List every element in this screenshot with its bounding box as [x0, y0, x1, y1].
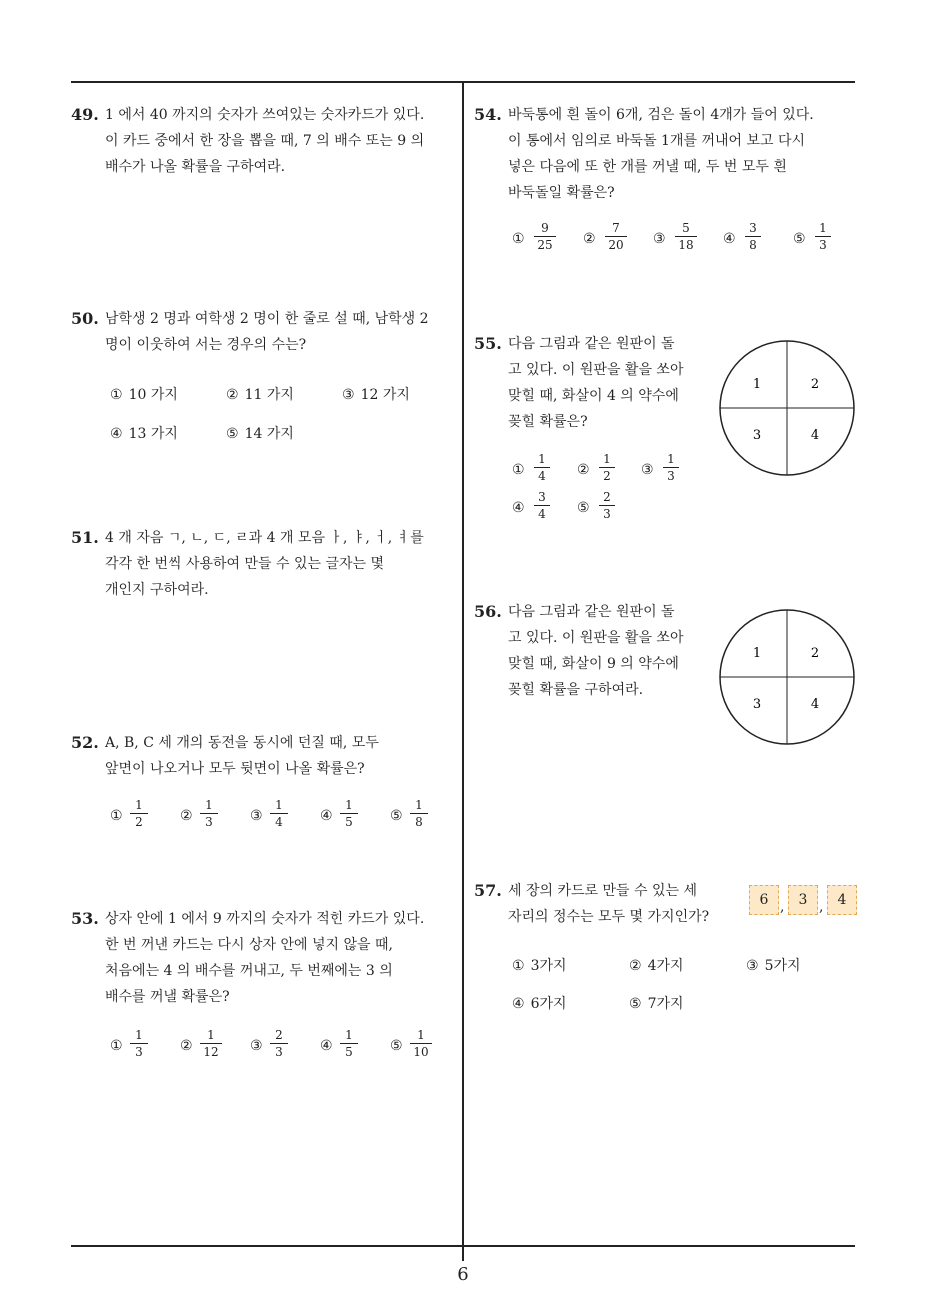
choice-mark: ④ [110, 426, 123, 442]
numerator: 2 [603, 490, 611, 504]
choice-mark: ③ [250, 1038, 263, 1054]
denominator: 5 [345, 815, 353, 829]
choice-1[interactable] [110, 1038, 129, 1054]
choice-mark: ⑤ [226, 426, 239, 442]
choice-text: 3가지 [530, 958, 567, 974]
choice-mark: ③ [250, 808, 263, 824]
choice-mark: ① [512, 462, 525, 478]
choice-1[interactable] [512, 462, 531, 478]
denominator: 4 [538, 469, 546, 483]
choice-mark: ① [110, 387, 123, 403]
fraction [815, 221, 831, 252]
numerator: 2 [275, 1028, 283, 1042]
spinner-wheel [717, 607, 857, 747]
text-line: 맞힐 때, 화살이 9 의 약수에 [508, 656, 679, 672]
fraction [270, 798, 288, 829]
question-number: 57. [474, 881, 502, 900]
denominator: 2 [603, 469, 611, 483]
choice-mark: ⑤ [629, 996, 642, 1012]
denominator: 3 [135, 1045, 143, 1059]
choice-4[interactable] [320, 1038, 339, 1054]
question-text [105, 906, 424, 1010]
text-line: 각각 한 번씩 사용하여 만들 수 있는 글자는 몇 [105, 556, 385, 572]
denominator: 8 [749, 238, 757, 252]
denominator: 4 [275, 815, 283, 829]
page-number: 6 [457, 1264, 469, 1285]
numerator: 1 [205, 798, 213, 812]
text-line: 배수를 꺼낼 확률은? [105, 989, 230, 1005]
choice-4[interactable] [320, 808, 339, 824]
denominator: 20 [608, 238, 624, 252]
choice-mark: ⑤ [577, 500, 590, 516]
text-line: 1 에서 40 까지의 숫자가 쓰여있는 숫자카드가 있다. [105, 107, 425, 123]
numerator: 1 [417, 1028, 425, 1042]
fraction [534, 221, 556, 252]
question-text [105, 306, 429, 358]
fraction [599, 452, 615, 483]
choice-5[interactable] [793, 231, 812, 247]
text-line: 맞힐 때, 화살이 4 의 약수에 [508, 388, 679, 404]
choice-2[interactable] [629, 955, 684, 975]
number-card: 6 [749, 885, 779, 915]
spinner-wheel [717, 338, 857, 478]
text-line: A, B, C 세 개의 동전을 동시에 던질 때, 모두 [105, 735, 379, 751]
choice-text: 11 가지 [244, 387, 294, 403]
numerator: 9 [541, 221, 549, 235]
wheel-sector-label: 1 [752, 646, 762, 661]
choice-3[interactable] [342, 384, 410, 404]
text-line: 명이 이웃하여 서는 경우의 수는? [105, 337, 307, 353]
choice-mark: ③ [641, 462, 654, 478]
choice-1[interactable] [110, 384, 178, 404]
choice-mark: ① [110, 1038, 123, 1054]
question-text [508, 878, 709, 930]
choice-2[interactable] [180, 1038, 199, 1054]
text-line: 고 있다. 이 원판을 활을 쏘아 [508, 362, 684, 378]
denominator: 8 [415, 815, 423, 829]
fraction [340, 1028, 358, 1059]
denominator: 2 [135, 815, 143, 829]
fraction [200, 798, 218, 829]
choice-1[interactable] [512, 955, 567, 975]
question-52 [71, 730, 456, 790]
text-line: 바둑통에 흰 돌이 6개, 검은 돌이 4개가 들어 있다. [508, 107, 814, 123]
wheel-sector-label: 4 [810, 428, 820, 443]
question-49 [71, 102, 456, 192]
wheel-sector-label: 2 [810, 377, 820, 392]
choice-mark: ⑤ [390, 808, 403, 824]
wheel-sector-label: 4 [810, 697, 820, 712]
numerator: 1 [603, 452, 611, 466]
denominator: 3 [819, 238, 827, 252]
choice-mark: ① [512, 958, 525, 974]
text-line: 꽂힐 확률을 구하여라. [508, 682, 644, 698]
text-line: 남학생 2 명과 여학생 2 명이 한 줄로 설 때, 남학생 2 [105, 311, 429, 327]
choice-text: 10 가지 [128, 387, 178, 403]
text-line: 상자 안에 1 에서 9 까지의 숫자가 적힌 카드가 있다. [105, 911, 425, 927]
card-separator: , [780, 899, 785, 915]
numerator: 1 [275, 798, 283, 812]
question-text [508, 102, 814, 206]
choice-mark: ③ [342, 387, 355, 403]
text-line: 4 개 자음 ㄱ, ㄴ, ㄷ, ㄹ과 4 개 모음 ㅏ, ㅑ, ㅓ, ㅕ를 [105, 530, 424, 546]
fraction [663, 452, 679, 483]
choice-2[interactable] [226, 384, 294, 404]
question-54 [474, 102, 859, 212]
text-line: 이 카드 중에서 한 장을 뽑을 때, 7 의 배수 또는 9 의 [105, 133, 425, 149]
fraction [410, 1028, 432, 1059]
question-55 [474, 331, 714, 441]
choice-mark: ② [583, 231, 596, 247]
text-line: 처음에는 4 의 배수를 꺼내고, 두 번째에는 3 의 [105, 963, 393, 979]
choice-text: 13 가지 [128, 426, 178, 442]
column-divider [462, 83, 464, 1261]
question-57 [474, 878, 744, 938]
choice-3[interactable] [641, 462, 660, 478]
wheel-sector-label: 3 [752, 428, 762, 443]
question-51 [71, 525, 456, 615]
choice-mark: ④ [723, 231, 736, 247]
choice-mark: ④ [512, 996, 525, 1012]
fraction [675, 221, 697, 252]
number-card: 3 [788, 885, 818, 915]
question-number: 55. [474, 334, 502, 353]
question-text [105, 730, 379, 782]
choice-4[interactable] [512, 500, 531, 516]
choice-5[interactable] [226, 423, 294, 443]
choice-5[interactable] [390, 1038, 409, 1054]
text-line: 배수가 나올 확률을 구하여라. [105, 159, 286, 175]
numerator: 1 [819, 221, 827, 235]
choice-mark: ② [226, 387, 239, 403]
text-line: 앞면이 나오거나 모두 뒷면이 나올 확률은? [105, 761, 365, 777]
question-53 [71, 906, 456, 1016]
denominator: 3 [667, 469, 675, 483]
choice-mark: ② [629, 958, 642, 974]
bottom-rule [71, 1245, 855, 1247]
text-line: 다음 그림과 같은 원판이 돌 [508, 604, 675, 620]
question-number: 49. [71, 105, 99, 124]
choice-text: 6가지 [530, 996, 567, 1012]
choice-4[interactable] [512, 993, 567, 1013]
fraction [599, 490, 615, 521]
choice-mark: ② [577, 462, 590, 478]
choice-2[interactable] [583, 231, 602, 247]
numerator: 1 [135, 798, 143, 812]
choice-mark: ③ [653, 231, 666, 247]
question-number: 52. [71, 733, 99, 752]
choice-2[interactable] [180, 808, 199, 824]
numerator: 5 [682, 221, 690, 235]
numerator: 1 [345, 1028, 353, 1042]
numerator: 3 [538, 490, 546, 504]
wheel-sector-label: 2 [810, 646, 820, 661]
choice-mark: ② [180, 808, 193, 824]
question-number: 53. [71, 909, 99, 928]
text-line: 개인지 구하여라. [105, 582, 209, 598]
denominator: 18 [678, 238, 694, 252]
fraction [534, 490, 550, 521]
choice-mark: ③ [746, 958, 759, 974]
denominator: 5 [345, 1045, 353, 1059]
choice-text: 5가지 [764, 958, 801, 974]
numerator: 1 [667, 452, 675, 466]
denominator: 25 [537, 238, 553, 252]
choice-text: 14 가지 [244, 426, 294, 442]
fraction [410, 798, 428, 829]
question-number: 54. [474, 105, 502, 124]
card-separator: , [819, 899, 824, 915]
choice-text: 7가지 [647, 996, 684, 1012]
fraction [534, 452, 550, 483]
denominator: 4 [538, 507, 546, 521]
numerator: 3 [749, 221, 757, 235]
fraction [130, 798, 148, 829]
denominator: 3 [275, 1045, 283, 1059]
question-text [105, 525, 424, 603]
choice-3[interactable] [250, 808, 269, 824]
text-line: 넣은 다음에 또 한 개를 꺼낼 때, 두 번 모두 흰 [508, 159, 787, 175]
text-line: 꽂힐 확률은? [508, 414, 588, 430]
numerator: 1 [538, 452, 546, 466]
choice-mark: ⑤ [793, 231, 806, 247]
choice-3[interactable] [250, 1038, 269, 1054]
number-card: 4 [827, 885, 857, 915]
choice-2[interactable] [577, 462, 596, 478]
question-number: 56. [474, 602, 502, 621]
choice-text: 4가지 [647, 958, 684, 974]
choice-mark: ④ [320, 1038, 333, 1054]
choice-5[interactable] [629, 993, 684, 1013]
choice-mark: ④ [512, 500, 525, 516]
text-line: 다음 그림과 같은 원판이 돌 [508, 336, 675, 352]
fraction [200, 1028, 222, 1059]
question-56 [474, 599, 714, 709]
choice-mark: ④ [320, 808, 333, 824]
fraction [745, 221, 761, 252]
numerator: 1 [345, 798, 353, 812]
question-text [508, 599, 683, 703]
choice-3[interactable] [746, 955, 801, 975]
question-number: 50. [71, 309, 99, 328]
text-line: 이 통에서 임의로 바둑돌 1개를 꺼내어 보고 다시 [508, 133, 806, 149]
numerator: 1 [207, 1028, 215, 1042]
numerator: 1 [135, 1028, 143, 1042]
question-text [105, 102, 424, 180]
choice-mark: ① [110, 808, 123, 824]
choice-text: 12 가지 [360, 387, 410, 403]
choice-mark: ⑤ [390, 1038, 403, 1054]
question-text [508, 331, 683, 435]
text-line: 한 번 꺼낸 카드는 다시 상자 안에 넣지 않을 때, [105, 937, 393, 953]
choice-4[interactable] [110, 423, 178, 443]
choice-4[interactable] [723, 231, 742, 247]
wheel-sector-label: 1 [752, 377, 762, 392]
numerator: 1 [415, 798, 423, 812]
choice-1[interactable] [512, 231, 531, 247]
fraction [605, 221, 627, 252]
fraction [270, 1028, 288, 1059]
denominator: 3 [603, 507, 611, 521]
denominator: 12 [203, 1045, 219, 1059]
text-line: 자리의 정수는 모두 몇 가지인가? [508, 909, 710, 925]
question-50 [71, 306, 456, 366]
text-line: 바둑돌일 확률은? [508, 185, 615, 201]
choice-1[interactable] [110, 808, 129, 824]
wheel-sector-label: 3 [752, 697, 762, 712]
choice-mark: ② [180, 1038, 193, 1054]
fraction [130, 1028, 148, 1059]
denominator: 10 [413, 1045, 429, 1059]
denominator: 3 [205, 815, 213, 829]
text-line: 세 장의 카드로 만들 수 있는 세 [508, 883, 697, 899]
text-line: 고 있다. 이 원판을 활을 쏘아 [508, 630, 684, 646]
question-number: 51. [71, 528, 99, 547]
choice-5[interactable] [390, 808, 409, 824]
choice-5[interactable] [577, 500, 596, 516]
choice-mark: ① [512, 231, 525, 247]
choice-3[interactable] [653, 231, 672, 247]
fraction [340, 798, 358, 829]
numerator: 7 [612, 221, 620, 235]
